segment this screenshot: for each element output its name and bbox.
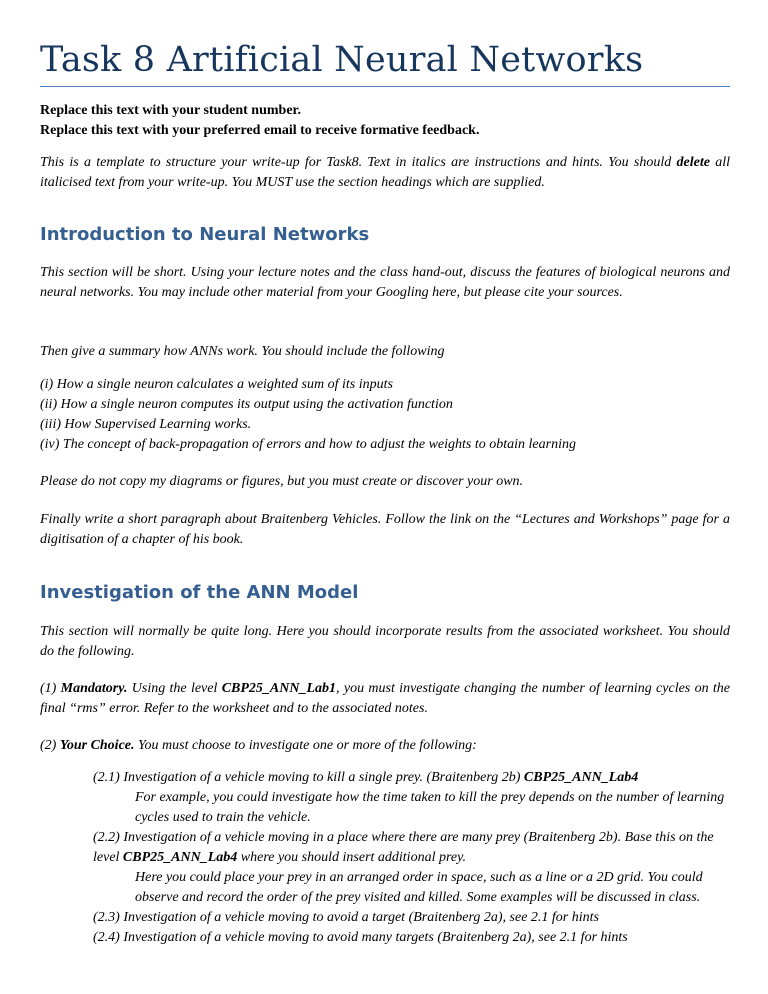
mandatory-num: (1) [40,681,61,696]
section2-heading: Investigation of the ANN Model [40,582,359,603]
sub-item-2-2-post: where you should insert additional prey. [237,850,467,865]
section1-paragraph-4: Finally write a short paragraph about Braitenberg Vehicles. Follow the link on the “Lectures and Workshops” page for a digitisation of a chapter of his book. [40,512,730,547]
sub-item-2-4: (2.4) Investigation of a vehicle moving to avoid many targets (Braitenberg 2a), see 2.1 for hints [93,930,628,945]
section1-paragraph-2: Then give a summary how ANNs work. You should include the following [40,344,445,359]
section1-heading: Introduction to Neural Networks [40,224,370,245]
list-item: (iv) The concept of back-propagation of errors and how to adjust the weights to obtain learning [40,437,576,452]
email-line: Replace this text with your preferred email to receive formative feedback. [40,123,480,138]
document-title: Task 8 Artificial Neural Networks [40,40,644,80]
sub-item-2-2-level: CBP25_ANN_Lab4 [122,850,238,865]
student-number-line: Replace this text with your student number. [40,103,301,118]
intro-pre: This is a template to structure your write-up for Task8. Text in italics are instructions and hints. You should [40,155,677,170]
choice-sub-list [93,768,733,948]
intro-bold: delete [676,155,710,170]
choice-label: Your Choice. [59,738,135,753]
intro-paragraph [40,153,730,193]
sub-item-2-1-detail: For example, you could investigate how the time taken to kill the prey depends on the number of learning cycles used to train the vehicle. [135,790,725,825]
sub-item-2-2-detail: Here you could place your prey in an arranged order in space, such as a line or a 2D grid. You could observe and record the order of the prey visited and killed. Some examples will be discussed in class. [135,870,703,905]
choice-post: You must choose to investigate one or more of the following: [134,738,477,753]
mandatory-label: Mandatory. [60,681,128,696]
mandatory-post: , you must investigate changing the number of learning cycles on the final “rms” error. Refer to the worksheet and to the associated notes. [40,681,730,716]
mandatory-pre: Using the level [127,681,222,696]
sub-item-2-1-level: CBP25_ANN_Lab4 [523,770,639,785]
mandatory-level: CBP25_ANN_Lab1 [221,681,337,696]
sub-item-2-1-text: (2.1) Investigation of a vehicle moving to kill a single prey. (Braitenberg 2b) [93,770,524,785]
title-rule [40,86,730,87]
list-item: (iii) How Supervised Learning works. [40,417,252,432]
sub-item-2-1 [93,768,733,788]
section1-paragraph-3: Please do not copy my diagrams or figures, but you must create or discover your own. [40,474,524,489]
section1-list [40,375,730,455]
section1-paragraph-1: This section will be short. Using your lecture notes and the class hand-out, discuss the features of biological neurons and neural networks. You may include other material from your Googling here, but please cite your sources. [40,265,730,300]
sub-item-2-2 [93,828,733,868]
mandatory-paragraph [40,679,730,719]
choice-num: (2) [40,738,60,753]
sub-item-2-2-text: (2.2) Investigation of a vehicle moving in a place where there are many prey (Braitenberg 2b). Base this on the level [93,830,714,865]
choice-paragraph [40,736,730,756]
section2-paragraph-1: This section will normally be quite long. Here you should incorporate results from the associated worksheet. You should do the following. [40,624,730,659]
sub-item-2-3: (2.3) Investigation of a vehicle moving to avoid a target (Braitenberg 2a), see 2.1 for hints [93,910,599,925]
list-item: (i) How a single neuron calculates a weighted sum of its inputs [40,377,393,392]
list-item: (ii) How a single neuron computes its output using the activation function [40,397,453,412]
intro-post: all italicised text from your write-up. You MUST use the section headings which are supplied. [40,155,730,190]
